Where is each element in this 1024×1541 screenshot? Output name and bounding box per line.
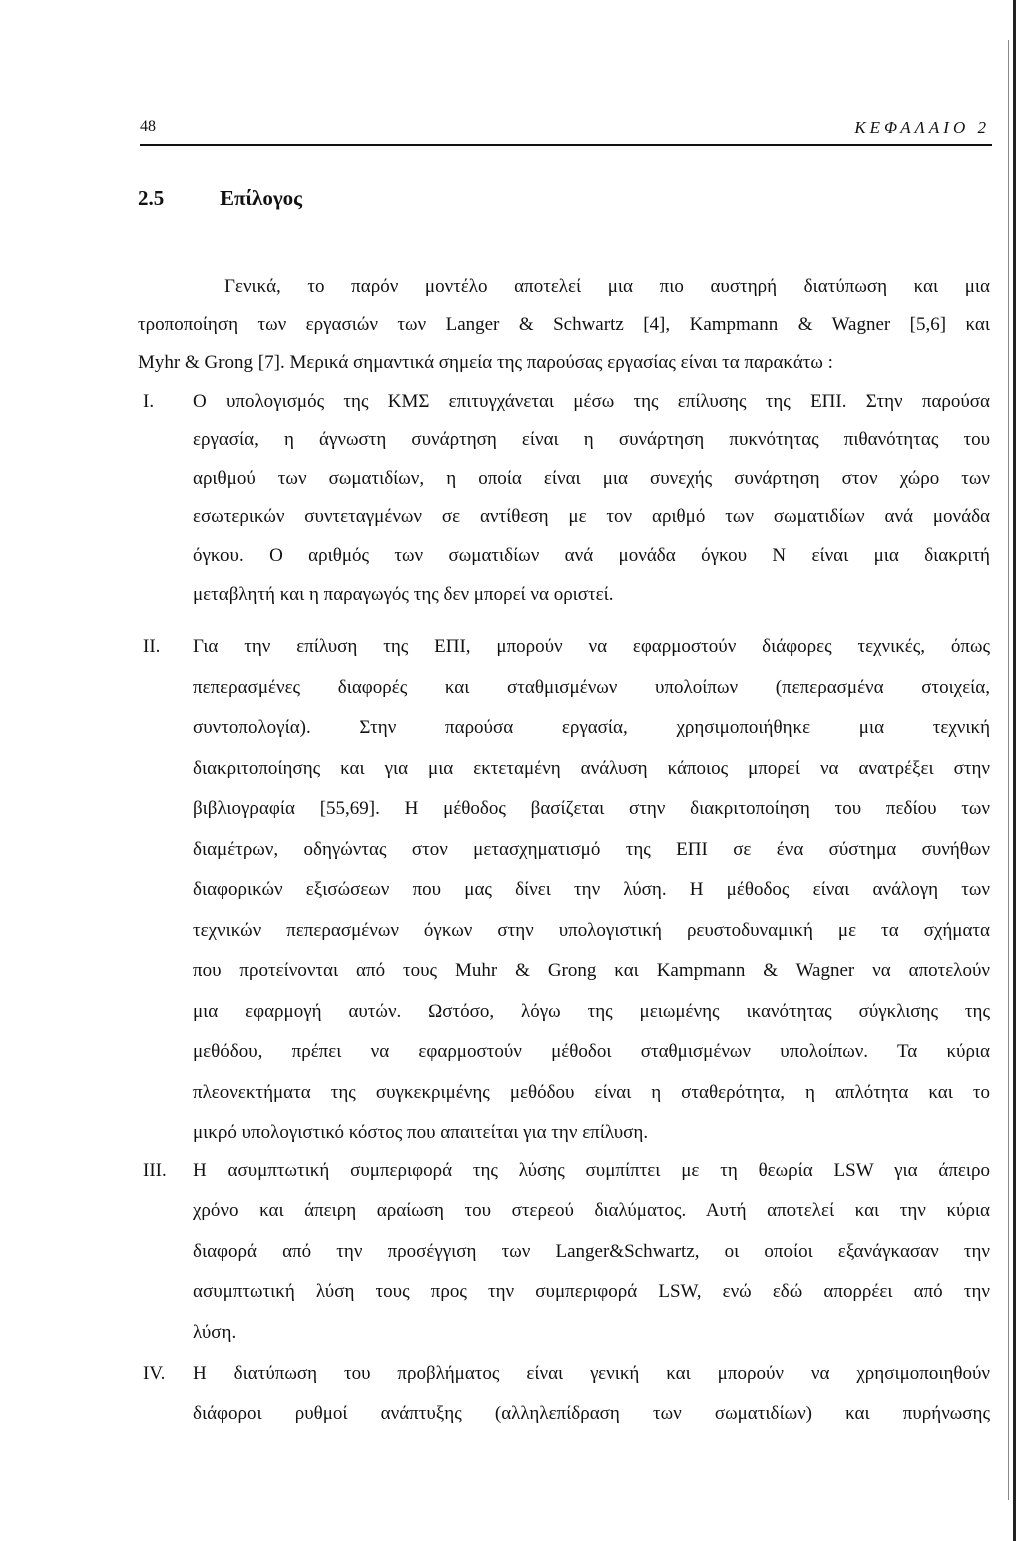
list-item-line: που προτείνονται από τους Muhr & Grong και Kampmann & Wagner να αποτελούν (193, 960, 990, 981)
list-item-line: διάφοροι ρυθμοί ανάπτυξης (αλληλεπίδραση των σωματιδίων) και πυρήνωσης (193, 1403, 990, 1424)
list-item-line: διαφορικών εξισώσεων που μας δίνει την λύση. Η μέθοδος είναι ανάλογη των (193, 879, 990, 900)
list-item-line: διαφορά από την προσέγγιση των Langer&Schwartz, οι οποίοι εξανάγκασαν την (193, 1241, 990, 1262)
page-number: 48 (140, 118, 156, 135)
list-item-line: μεταβλητή και η παραγωγός της δεν μπορεί να οριστεί. (193, 584, 614, 605)
paragraph-line: Myhr & Grong [7]. Μερικά σημαντικά σημεία της παρούσας εργασίας είναι τα παρακάτω : (138, 352, 833, 373)
list-item-line: διαμέτρων, οδηγώντας στον μετασχηματισμό της ΕΠΙ σε ένα σύστημα συνήθων (193, 839, 990, 860)
page-edge-border (1013, 0, 1016, 1541)
list-item-line: πεπερασμένες διαφορές και σταθμισμένων υπολοίπων (πεπερασμένα στοιχεία, (193, 677, 990, 698)
list-numeral: III. (143, 1160, 167, 1181)
list-item-line: ασυμπτωτική λύση τους προς την συμπεριφορά LSW, ενώ εδώ απορρέει από την (193, 1281, 990, 1302)
list-item-line: συντοπολογία). Στην παρούσα εργασία, χρησιμοποιήθηκε μια τεχνική (193, 717, 990, 738)
list-item-line: χρόνο και άπειρη αραίωση του στερεού διαλύματος. Αυτή αποτελεί και την κύρια (193, 1200, 990, 1221)
list-numeral: IV. (143, 1363, 166, 1384)
list-item-line: λύση. (193, 1322, 237, 1343)
list-item-line: διακριτοποίησης και για μια εκτεταμένη ανάλυση κάποιος μπορεί να ανατρέξει στην (193, 758, 990, 779)
list-item-line: μεθόδου, πρέπει να εφαρμοστούν μέθοδοι σταθμισμένων υπολοίπων. Τα κύρια (193, 1041, 990, 1062)
list-item-line: Η διατύπωση του προβλήματος είναι γενική και μπορούν να χρησιμοποιηθούν (193, 1363, 990, 1384)
list-item-line: Για την επίλυση της ΕΠΙ, μπορούν να εφαρμοστούν διάφορες τεχνικές, όπως (193, 636, 990, 657)
list-item-line: εργασία, η άγνωστη συνάρτηση είναι η συνάρτηση πυκνότητας πιθανότητας του (193, 429, 990, 450)
list-item-line: αριθμού των σωματιδίων, η οποία είναι μια συνεχής συνάρτηση στον χώρο των (193, 468, 990, 489)
list-item-line: όγκου. Ο αριθμός των σωματιδίων ανά μονάδα όγκου N είναι μια διακριτή (193, 545, 990, 566)
header-rule (140, 144, 992, 146)
section-heading (138, 186, 302, 211)
list-item-line: μικρό υπολογιστικό κόστος που απαιτείται για την επίλυση. (193, 1122, 649, 1143)
list-item-line: πλεονεκτήματα της συγκεκριμένης μεθόδου είναι η σταθερότητα, η απλότητα και το (193, 1082, 990, 1103)
list-numeral: II. (143, 636, 161, 657)
list-item-line: μια εφαρμογή αυτών. Ωστόσο, λόγω της μειωμένης ικανότητας σύγκλισης της (193, 1001, 990, 1022)
list-item-line: τεχνικών πεπερασμένων όγκων στην υπολογιστική ρευστοδυναμική με τα σχήματα (193, 920, 990, 941)
list-numeral: I. (143, 391, 155, 412)
page-edge-shadow (1008, 40, 1009, 1500)
section-number: 2.5 (138, 186, 165, 210)
list-item-line: Η ασυμπτωτική συμπεριφορά της λύσης συμπίπτει με τη θεωρία LSW για άπειρο (193, 1160, 990, 1181)
list-item-line: βιβλιογραφία [55,69]. Η μέθοδος βασίζεται στην διακριτοποίηση του πεδίου των (193, 798, 990, 819)
paragraph-line: Γενικά, το παρόν μοντέλο αποτελεί μια πιο αυστηρή διατύπωση και μια (224, 276, 990, 297)
section-title: Επίλογος (220, 186, 303, 210)
list-item-line: Ο υπολογισμός της ΚΜΣ επιτυγχάνεται μέσω της επίλυσης της ΕΠΙ. Στην παρούσα (193, 391, 990, 412)
list-item-line: εσωτερικών συντεταγμένων σε αντίθεση με τον αριθμό των σωματιδίων ανά μονάδα (193, 506, 990, 527)
paragraph-line: τροποποίηση των εργασιών των Langer & Schwartz [4], Kampmann & Wagner [5,6] και (138, 314, 990, 335)
chapter-title: ΚΕΦΑΛΑΙΟ 2 (854, 118, 990, 137)
